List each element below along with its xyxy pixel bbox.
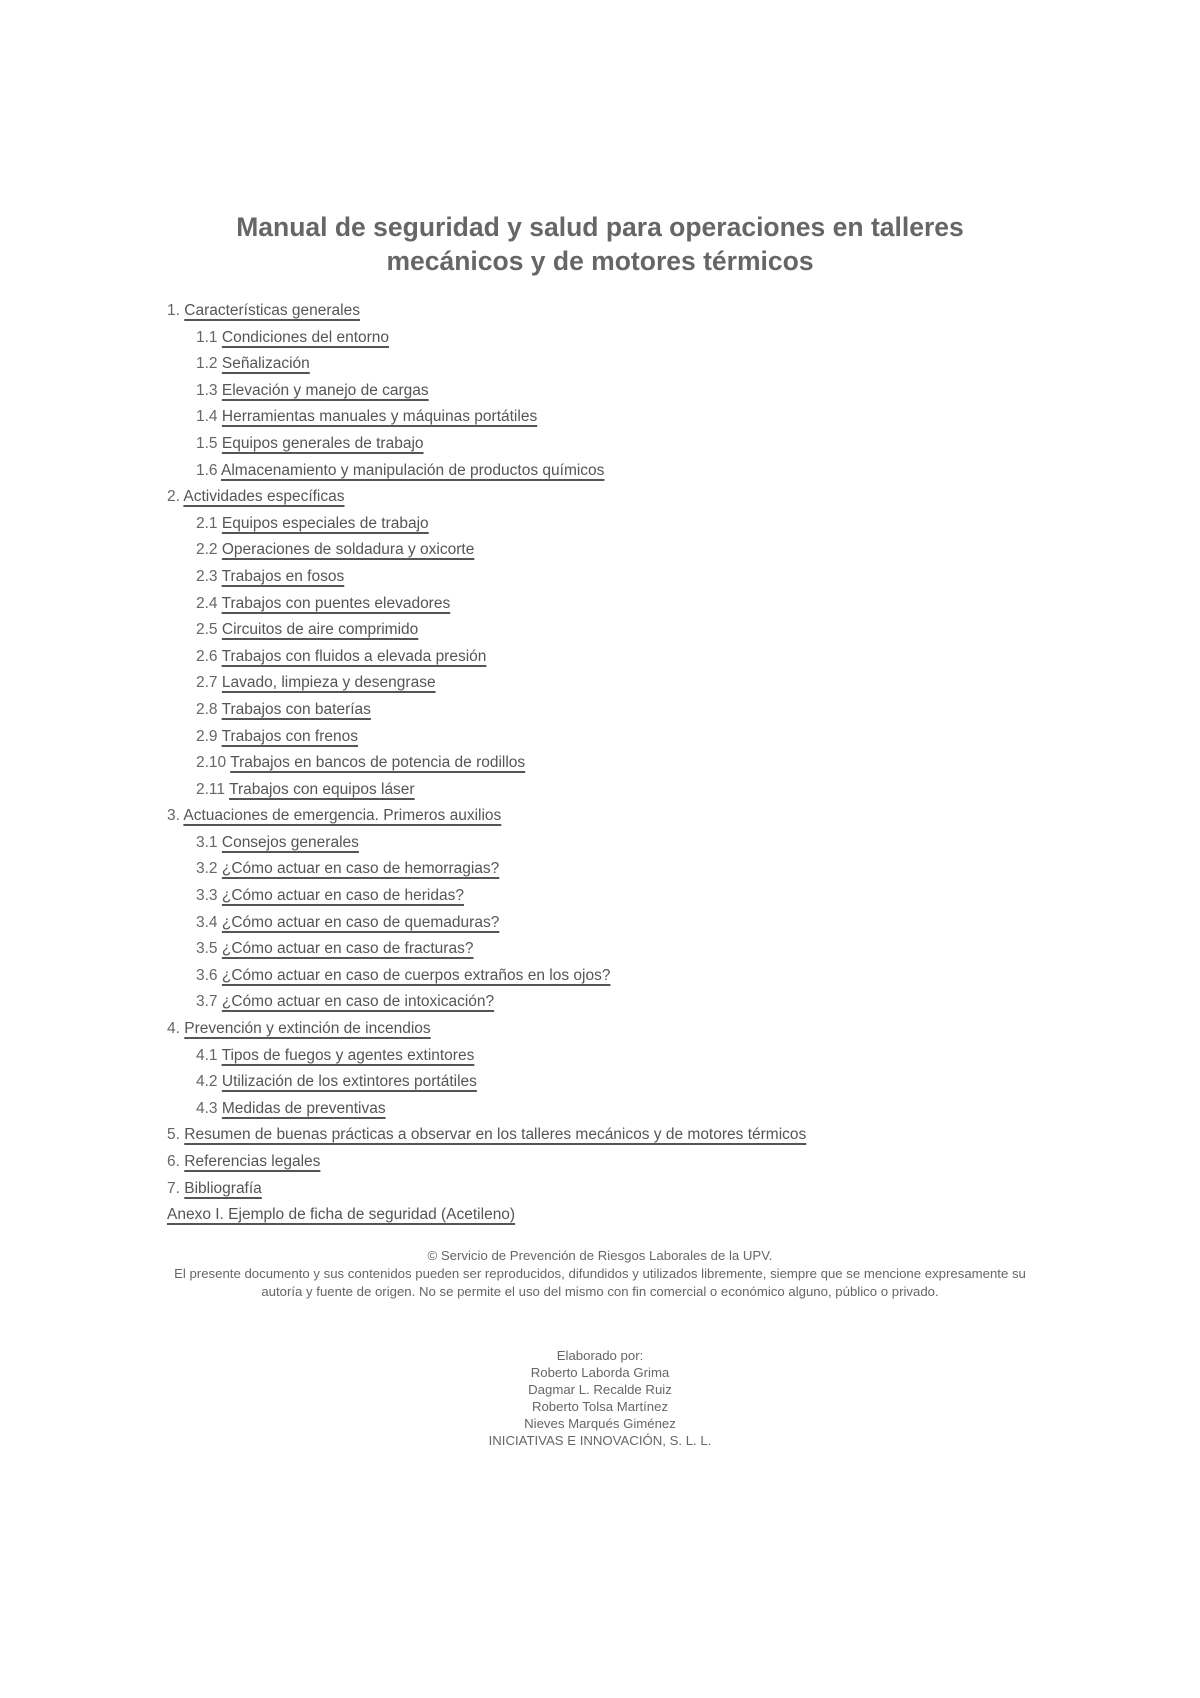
toc-item xyxy=(167,511,1067,538)
toc-item-link[interactable]: ¿Cómo actuar en caso de quemaduras? xyxy=(221,913,500,931)
toc-item-link[interactable]: Almacenamiento y manipulación de productos químicos xyxy=(221,461,605,479)
document-title xyxy=(0,210,1200,278)
toc-item-link[interactable]: Operaciones de soldadura y oxicorte xyxy=(221,541,475,559)
toc-item-link[interactable]: ¿Cómo actuar en caso de fracturas? xyxy=(221,940,474,958)
toc-item xyxy=(167,856,1067,883)
toc-item-link[interactable]: Circuitos de aire comprimido xyxy=(221,621,419,639)
toc-item-link[interactable]: Actuaciones de emergencia. Primeros auxilios xyxy=(183,807,502,825)
toc-item xyxy=(167,537,1067,564)
toc-item xyxy=(167,697,1067,724)
toc-item-number: 1.6 xyxy=(196,461,218,479)
toc-item-number: 3.5 xyxy=(196,940,218,958)
toc-item-number: 3.1 xyxy=(196,833,218,851)
toc-item xyxy=(167,750,1067,777)
toc-item xyxy=(167,378,1067,405)
toc-item-link[interactable]: Tipos de fuegos y agentes extintores xyxy=(221,1046,475,1064)
title-line-2: mecánicos y de motores térmicos xyxy=(386,246,814,276)
toc-item xyxy=(167,298,1067,325)
credits-author: Nieves Marqués Giménez xyxy=(524,1416,676,1431)
toc-item-number: 1.1 xyxy=(196,328,218,346)
toc-item-number: 2.3 xyxy=(196,567,218,585)
toc-item xyxy=(167,325,1067,352)
toc-item-link[interactable]: Señalización xyxy=(221,355,310,373)
toc-item-number: 2.2 xyxy=(196,541,218,559)
toc-item-link[interactable]: ¿Cómo actuar en caso de cuerpos extraños en los ojos? xyxy=(221,966,611,984)
toc-item-link[interactable]: Elevación y manejo de cargas xyxy=(221,381,429,399)
toc-item-number: 1.5 xyxy=(196,434,218,452)
toc-item xyxy=(167,1149,1067,1176)
toc-item-number: 2.4 xyxy=(196,594,218,612)
toc-item-link[interactable]: Trabajos con fluidos a elevada presión xyxy=(221,647,487,665)
toc-item-link[interactable]: Condiciones del entorno xyxy=(221,328,390,346)
copyright-line: © Servicio de Prevención de Riesgos Laborales de la UPV. xyxy=(427,1248,773,1263)
toc-item-link[interactable]: Anexo I. Ejemplo de ficha de seguridad (Acetileno) xyxy=(167,1206,516,1224)
toc-item xyxy=(167,936,1067,963)
toc-item xyxy=(167,803,1067,830)
toc-item xyxy=(167,1069,1067,1096)
toc-item xyxy=(167,777,1067,804)
toc-item xyxy=(167,351,1067,378)
toc-item-link[interactable]: Trabajos con puentes elevadores xyxy=(221,594,451,612)
toc-item-number: 4. xyxy=(167,1020,180,1038)
toc-item xyxy=(167,830,1067,857)
toc-item-link[interactable]: ¿Cómo actuar en caso de intoxicación? xyxy=(221,993,495,1011)
toc-item-number: 6. xyxy=(167,1153,180,1170)
toc-item xyxy=(167,591,1067,618)
toc-item-number: 1.3 xyxy=(196,381,218,399)
toc-item xyxy=(167,458,1067,485)
toc-item-link[interactable]: Equipos generales de trabajo xyxy=(221,434,424,452)
title-line-1: Manual de seguridad y salud para operaciones en talleres xyxy=(236,212,964,242)
toc-item-number: 3.7 xyxy=(196,993,218,1011)
toc-item-number: 1. xyxy=(167,302,180,319)
toc-item-number: 2.9 xyxy=(196,727,218,745)
toc-item-number: 2.5 xyxy=(196,621,218,639)
toc-item-link[interactable]: Trabajos con frenos xyxy=(221,727,359,745)
toc-item xyxy=(167,670,1067,697)
toc-item xyxy=(167,644,1067,671)
toc-item xyxy=(167,617,1067,644)
toc-item-number: 2.8 xyxy=(196,700,218,718)
toc-item-number: 2.1 xyxy=(196,514,218,532)
toc-item xyxy=(167,724,1067,751)
credits-organization: INICIATIVAS E INNOVACIÓN, S. L. L. xyxy=(488,1433,712,1448)
toc-item xyxy=(167,1096,1067,1123)
toc-item-number: 3.2 xyxy=(196,860,218,878)
toc-item-number: 4.2 xyxy=(196,1073,218,1091)
toc-item-link[interactable]: Trabajos con equipos láser xyxy=(229,780,415,798)
toc-item-link[interactable]: Equipos especiales de trabajo xyxy=(221,514,429,532)
toc-item-number: 7. xyxy=(167,1179,180,1197)
toc-item-link[interactable]: Utilización de los extintores portátiles xyxy=(221,1073,477,1091)
toc-item-link[interactable]: ¿Cómo actuar en caso de heridas? xyxy=(221,887,464,905)
toc-item-number: 2.11 xyxy=(196,780,226,798)
toc-item-number: 4.1 xyxy=(196,1046,218,1064)
toc-item-link[interactable]: Trabajos en fosos xyxy=(221,567,345,585)
license-text: El presente documento y sus contenidos pueden ser reproducidos, difundidos y utilizados libremente, siempre que se mencione expresamente su autoría y fuente de origen. No se permite el uso del mismo con fin comercial o económico alguno, público o privado. xyxy=(174,1266,1026,1299)
toc-item xyxy=(167,989,1067,1016)
credits-block xyxy=(0,1347,1200,1449)
toc-item-number: 4.3 xyxy=(196,1099,218,1117)
toc-item-link[interactable]: Trabajos en bancos de potencia de rodillos xyxy=(230,754,526,772)
toc-item xyxy=(167,963,1067,990)
copyright-notice xyxy=(170,1247,1030,1301)
toc-item xyxy=(167,484,1067,511)
toc-item xyxy=(167,404,1067,431)
toc-item-link[interactable]: ¿Cómo actuar en caso de hemorragias? xyxy=(221,860,500,878)
toc-item-link[interactable]: Resumen de buenas prácticas a observar en los talleres mecánicos y de motores térmicos xyxy=(184,1126,807,1144)
toc-item-link[interactable]: Trabajos con baterías xyxy=(221,700,371,718)
credits-heading: Elaborado por: xyxy=(556,1348,644,1363)
toc-item-number: 2.10 xyxy=(196,754,227,772)
toc-item-number: 1.4 xyxy=(196,408,218,426)
toc-item-number: 3.4 xyxy=(196,913,218,931)
toc-item-link[interactable]: Características generales xyxy=(184,302,360,319)
credits-author: Roberto Laborda Grima xyxy=(530,1365,670,1380)
toc-item-number: 2.6 xyxy=(196,647,218,665)
toc-item-number: 2. xyxy=(167,488,180,506)
toc-item-link[interactable]: Referencias legales xyxy=(184,1153,321,1170)
toc-item xyxy=(167,1202,1067,1229)
toc-item xyxy=(167,1176,1067,1203)
toc-item-link[interactable]: Prevención y extinción de incendios xyxy=(184,1020,431,1038)
toc-item-number: 3.6 xyxy=(196,966,218,984)
toc-item-number: 1.2 xyxy=(196,355,218,373)
credits-author: Dagmar L. Recalde Ruiz xyxy=(528,1382,672,1397)
toc-item-number: 3. xyxy=(167,807,180,825)
toc-item-link[interactable]: Medidas de preventivas xyxy=(221,1099,386,1117)
toc-item xyxy=(167,883,1067,910)
table-of-contents xyxy=(167,298,1067,1229)
toc-item xyxy=(167,1043,1067,1070)
toc-item xyxy=(167,1016,1067,1043)
toc-item-link[interactable]: Herramientas manuales y máquinas portátiles xyxy=(221,408,538,426)
toc-item-link[interactable]: Bibliografía xyxy=(184,1179,262,1197)
toc-item-link[interactable]: Consejos generales xyxy=(221,833,359,851)
toc-item-link[interactable]: Lavado, limpieza y desengrase xyxy=(221,674,436,692)
credits-author: Roberto Tolsa Martínez xyxy=(531,1399,669,1414)
toc-item-link[interactable]: Actividades específicas xyxy=(183,488,345,506)
toc-item-number: 2.7 xyxy=(196,674,218,692)
toc-item xyxy=(167,1122,1067,1149)
toc-item xyxy=(167,431,1067,458)
toc-item-number: 3.3 xyxy=(196,887,218,905)
toc-item xyxy=(167,564,1067,591)
toc-item xyxy=(167,910,1067,937)
toc-item-number: 5. xyxy=(167,1126,180,1144)
